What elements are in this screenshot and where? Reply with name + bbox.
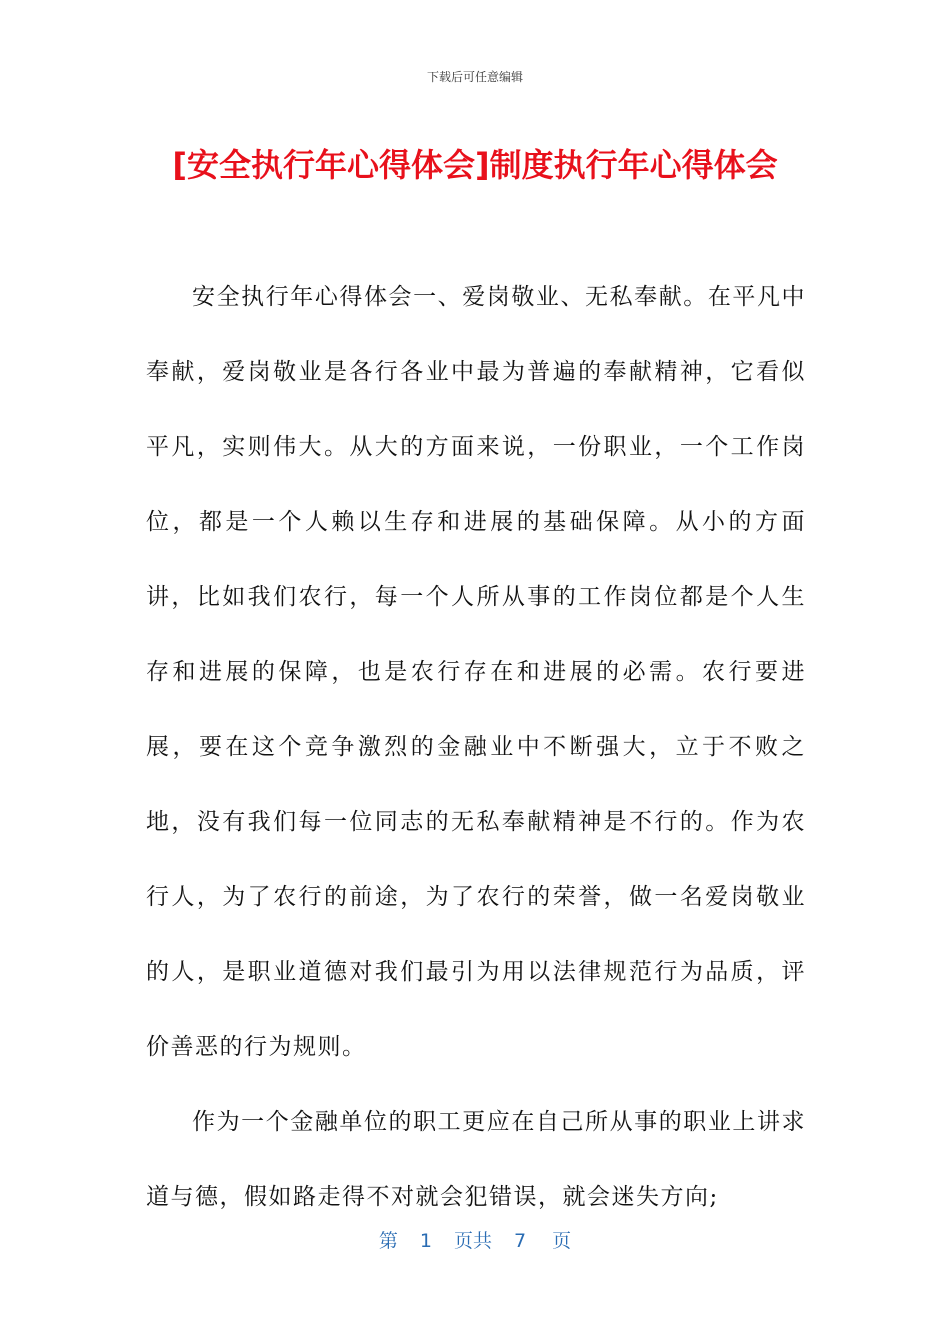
- document-title: [安全执行年心得体会]制度执行年心得体会: [172, 146, 778, 184]
- paragraph-1: 安全执行年心得体会一、爱岗敬业、无私奉献。在平凡中奉献，爱岗敬业是各行各业中最为普遍的奉献精神，它看似平凡，实则伟大。从大的方面来说，一份职业，一个工作岗位，都是一个人赖以生存和进展的基础保障。从小的方面讲，比如我们农行，每一个人所从事的工作岗位都是个人生存和进展的保障，也是农行存在和进展的必需。农行要进展，要在这个竞争激烈的金融业中不断强大，立于不败之地，没有我们每一位同志的无私奉献精神是不行的。作为农行人，为了农行的前途，为了农行的荣誉，做一名爱岗敬业的人，是职业道德对我们最引为用以法律规范行为品质，评价善恶的行为规则。: [146, 284, 806, 1060]
- footer-suffix: 页: [552, 1230, 572, 1252]
- current-page-number: 1: [419, 1230, 432, 1252]
- document-body: [146, 260, 806, 1235]
- header-note: 下载后可任意编辑: [426, 70, 523, 84]
- total-pages-number: 7: [514, 1230, 527, 1252]
- page-footer: [0, 1226, 950, 1253]
- paragraph-2: 作为一个金融单位的职工更应在自己所从事的职业上讲求道与德，假如路走得不对就会犯错误，就会迷失方向;: [146, 1109, 806, 1210]
- footer-middle: 页共: [453, 1230, 492, 1252]
- footer-prefix: 第: [378, 1230, 398, 1252]
